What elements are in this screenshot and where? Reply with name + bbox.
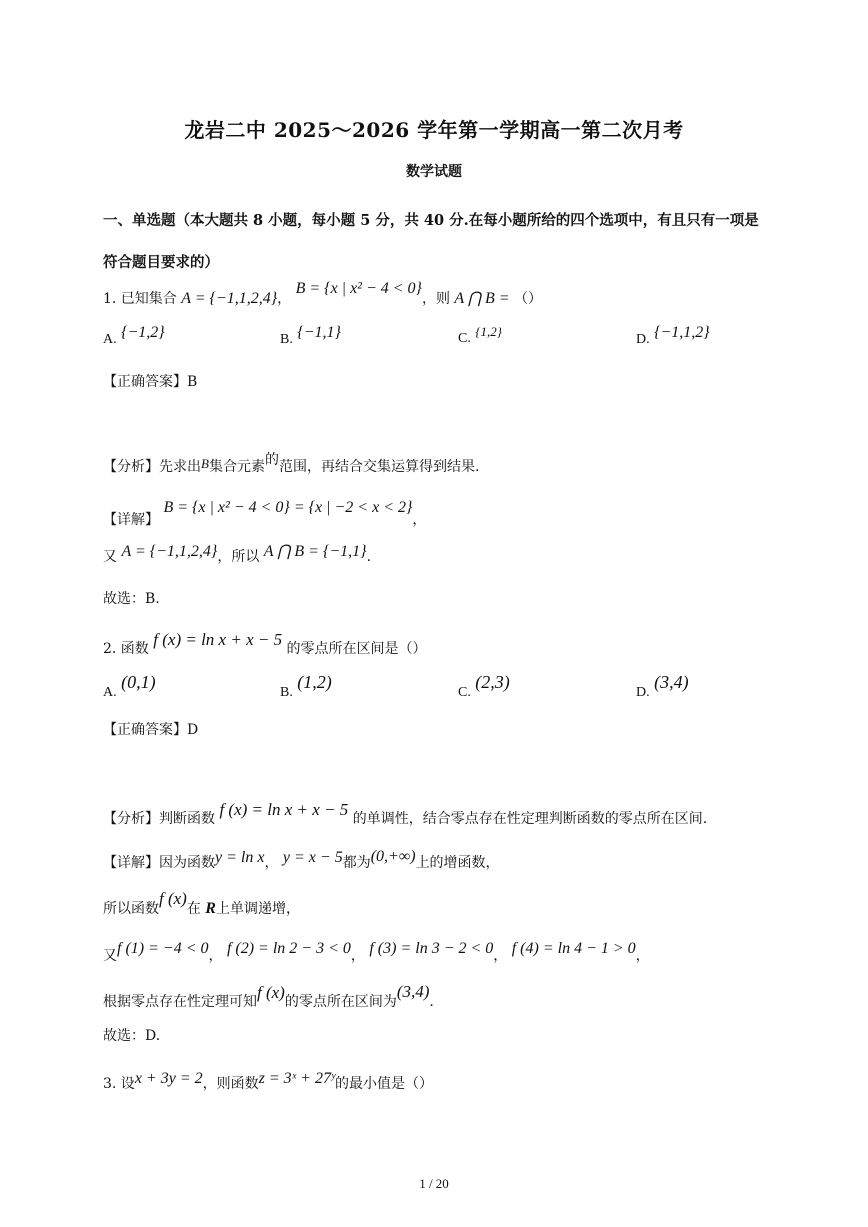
question-1-option-d	[636, 324, 710, 348]
question-1-choose: 故选：B.	[103, 591, 160, 607]
option-value: {1,2}	[475, 324, 502, 339]
question-2-suffix: 的零点所在区间是（）	[286, 641, 427, 657]
question-3-suffix: 的最小值是（）	[335, 1076, 434, 1092]
option-value: (2,3)	[475, 672, 510, 692]
analysis-de: 的	[264, 452, 279, 468]
analysis-suffix: 的单调性，结合零点存在性定理判断函数的零点所在区间.	[352, 811, 708, 827]
option-label: C.	[458, 685, 471, 700]
analysis-prefix: 【分析】判断函数	[103, 811, 215, 827]
value-f1: f (1) = −4 < 0	[117, 940, 209, 957]
detail-formula: B = {x | x² − 4 < 0} = {x | −2 < x < 2}	[163, 499, 413, 516]
analysis-mid: 集合元素	[208, 459, 265, 475]
conclusion-mid: 的零点所在区间为	[284, 994, 397, 1010]
detail-prefix: 【详解】	[103, 512, 159, 528]
mono-suffix: 上单调递增，	[215, 901, 300, 917]
question-1-ask: A ⋂ B =	[454, 290, 510, 307]
question-3-mid: ，则函数	[202, 1076, 259, 1092]
option-label: A.	[103, 332, 117, 347]
option-label: A.	[103, 685, 117, 700]
conclusion-prefix: 根据零点存在性定理可知	[103, 994, 257, 1010]
question-3-prefix: 3. 设	[103, 1076, 135, 1092]
option-label: D.	[636, 332, 650, 347]
analysis-prefix: 【分析】先求出	[103, 459, 201, 475]
question-3-condition: x + 3y = 2	[134, 1070, 203, 1087]
question-1-option-b	[280, 324, 341, 348]
detail-prefix: 【详解】因为函数	[103, 855, 215, 871]
question-1-sep2: ，则	[421, 291, 450, 307]
real-numbers-symbol: R	[205, 900, 216, 917]
question-2-values	[103, 940, 650, 965]
question-1-option-c	[458, 324, 502, 347]
detail-mid: 都为	[342, 855, 371, 871]
values-sep: ，	[635, 948, 650, 964]
question-1-set-b: B = {x | x² − 4 < 0}	[295, 280, 422, 297]
detail-suffix: 上的增函数，	[415, 855, 500, 871]
values-prefix: 又	[103, 948, 117, 964]
question-3-function: z = 3ˣ + 27ʸ	[258, 1070, 336, 1087]
page-subtitle: 数学试题	[406, 164, 462, 180]
question-1-set-a: A = {−1,1,2,4}	[181, 290, 278, 307]
question-1-detail	[103, 499, 427, 529]
also-formula-intersection: A ⋂ B = {−1,1}	[263, 543, 367, 560]
values-sep: ，	[350, 948, 365, 964]
values-sep: ，	[208, 948, 223, 964]
option-value: {−1,1,2}	[654, 324, 710, 341]
option-value: {−1,1}	[297, 324, 341, 341]
question-2-prefix: 2. 函数	[103, 641, 149, 657]
question-2-analysis	[103, 800, 708, 828]
analysis-suffix: 范围，再结合交集运算得到结果.	[278, 459, 480, 475]
page-number: 1 / 20	[419, 1176, 449, 1191]
section-heading: 一、单选题（本大题共 8 小题，每小题 5 分，共 40 分.在每小题所给的四个选项中，有且只有一项是符合题目要求的）	[103, 212, 759, 271]
question-2-option-d	[636, 672, 689, 701]
mono-function: f (x)	[159, 889, 187, 908]
also-mid: ，所以	[217, 549, 260, 565]
question-1-prefix: 1. 已知集合	[103, 291, 177, 307]
also-end: .	[366, 549, 372, 565]
values-sep: ，	[493, 948, 508, 964]
detail-interval: (0,+∞)	[370, 848, 416, 865]
question-3-stem	[103, 1070, 434, 1093]
value-f2: f (2) = ln 2 − 3 < 0	[226, 940, 351, 957]
detail-function-ln: y = ln x	[215, 849, 265, 866]
conclusion-function: f (x)	[257, 983, 285, 1002]
option-value: (0,1)	[121, 672, 156, 692]
detail-comma: ，	[264, 855, 279, 871]
question-2-answer: 【正确答案】D	[103, 722, 199, 738]
question-2-monotonic	[103, 889, 300, 918]
option-label: B.	[280, 685, 293, 700]
value-f4: f (4) = ln 4 − 1 > 0	[511, 940, 636, 957]
option-label: C.	[458, 331, 471, 346]
option-label: D.	[636, 685, 650, 700]
question-2-option-a	[103, 672, 156, 701]
mono-prefix: 所以函数	[103, 901, 159, 917]
also-prefix: 又	[103, 549, 117, 565]
detail-comma: ，	[412, 512, 427, 528]
analysis-variable: B	[201, 456, 209, 471]
question-2-stem	[103, 630, 427, 658]
mono-mid: 在	[186, 901, 201, 917]
question-1-analysis	[103, 452, 480, 476]
question-2-option-c	[458, 672, 510, 701]
question-1-answer: 【正确答案】B	[103, 374, 198, 390]
analysis-function: f (x) = ln x + x − 5	[219, 800, 349, 819]
question-1-paren: （）	[514, 291, 543, 307]
conclusion-interval: (3,4)	[396, 982, 430, 1001]
option-value: {−1,2}	[121, 324, 165, 341]
question-1-sep: ，	[277, 291, 292, 307]
question-1-stem	[103, 280, 543, 308]
value-f3: f (3) = ln 3 − 2 < 0	[369, 940, 494, 957]
question-2-choose: 故选：D.	[103, 1028, 161, 1044]
question-2-option-b	[280, 672, 332, 701]
option-value: (3,4)	[654, 672, 689, 692]
option-value: (1,2)	[297, 672, 332, 692]
option-label: B.	[280, 332, 293, 347]
conclusion-end: .	[429, 994, 434, 1010]
question-2-function: f (x) = ln x + x − 5	[153, 630, 283, 649]
question-1-also	[103, 543, 372, 566]
question-2-conclusion	[103, 982, 434, 1011]
question-1-option-a	[103, 324, 165, 348]
page-title: 龙岩二中 2025～2026 学年第一学期高一第二次月考	[184, 118, 684, 142]
question-2-detail	[103, 848, 500, 872]
also-formula-a: A = {−1,1,2,4}	[121, 543, 218, 560]
detail-function-linear: y = x − 5	[282, 849, 343, 866]
